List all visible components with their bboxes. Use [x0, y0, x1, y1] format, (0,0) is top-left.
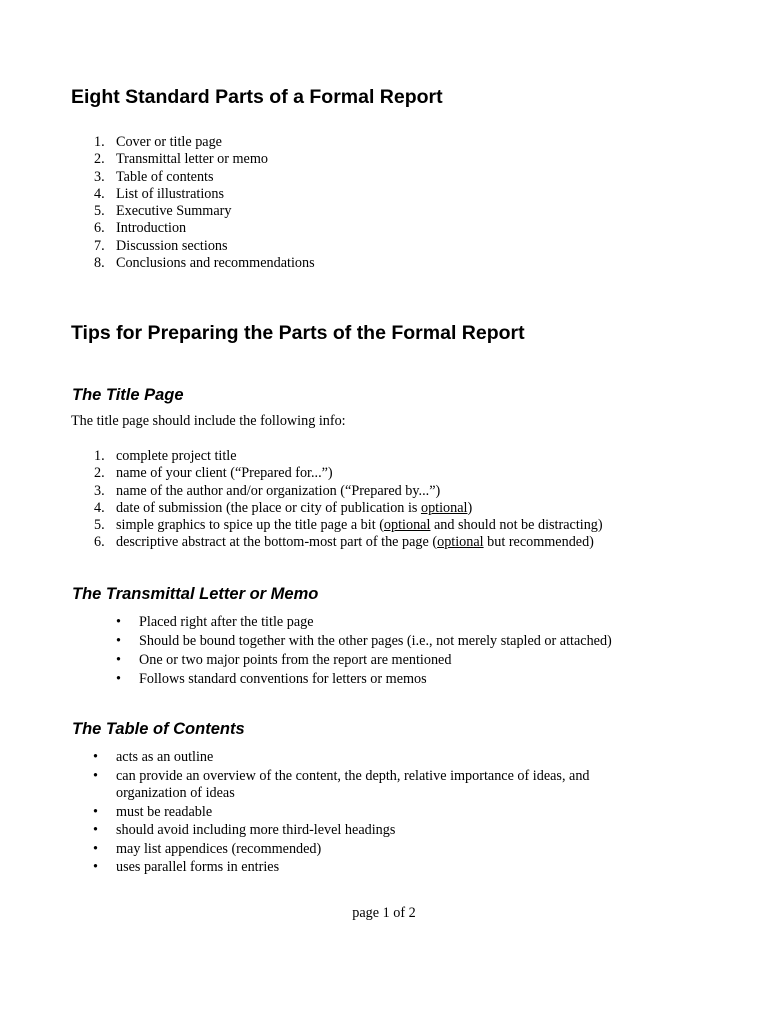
- list-item: [116, 632, 612, 651]
- list-item: [93, 858, 653, 877]
- list-item: [93, 803, 653, 822]
- list-item-text: Discussion sections: [116, 237, 228, 254]
- title-page-list: [94, 448, 603, 552]
- list-number: 6.: [94, 220, 105, 237]
- transmittal-heading: The Transmittal Letter or Memo: [72, 585, 319, 603]
- bullet-icon: •: [93, 749, 98, 765]
- list-item: [93, 821, 653, 840]
- toc-heading: The Table of Contents: [72, 720, 245, 738]
- bullet-icon: •: [93, 859, 98, 875]
- list-item: [94, 203, 315, 220]
- list-number: 2.: [94, 151, 105, 168]
- list-item: [94, 465, 603, 482]
- underlined-text: optional: [437, 534, 484, 551]
- list-item-text: uses parallel forms in entries: [116, 859, 280, 875]
- list-number: 4.: [94, 185, 105, 202]
- list-item-text: Conclusions and recommendations: [116, 255, 315, 272]
- list-item: [94, 517, 603, 534]
- list-item-text: Transmittal letter or memo: [116, 151, 268, 168]
- list-item-text: must be readable: [116, 803, 213, 820]
- list-item: [93, 840, 653, 859]
- underlined-text: optional: [420, 499, 468, 516]
- list-number: 3.: [94, 482, 105, 499]
- list-item-text: name of your client (“Prepared for...”): [116, 465, 333, 482]
- list-item: [94, 448, 603, 465]
- bullet-icon: •: [93, 803, 98, 820]
- text-segment: descriptive abstract at the bottom-most part of the page (: [116, 534, 438, 551]
- transmittal-list: [116, 613, 612, 689]
- list-number: 3.: [94, 168, 105, 185]
- list-number: 2.: [94, 465, 105, 482]
- list-item-text: Table of contents: [116, 168, 214, 185]
- list-item-text: Placed right after the title page: [139, 614, 314, 630]
- text-segment: simple graphics to spice up the title page a bit (: [116, 517, 384, 534]
- list-item-text: acts as an outline: [116, 749, 214, 765]
- underlined-text: optional: [383, 517, 431, 534]
- list-item-text: Follows standard conventions for letters or memos: [139, 671, 427, 687]
- list-item: [94, 169, 315, 186]
- list-item-text: can provide an overview of the content, the depth, relative importance of ideas, and organization of ideas: [116, 767, 590, 801]
- list-item-text: List of illustrations: [116, 185, 224, 202]
- toc-list: [93, 748, 653, 877]
- list-item: [116, 670, 612, 689]
- list-number: 4.: [94, 499, 105, 516]
- list-item-text: name of the author and/or organization (“Prepared by...”): [116, 482, 441, 499]
- list-item: [116, 613, 612, 632]
- list-item-text: Should be bound together with the other pages (i.e., not merely stapled or attached): [139, 633, 612, 649]
- bullet-icon: •: [116, 671, 121, 687]
- list-item-text: should avoid including more third-level headings: [116, 822, 396, 838]
- list-item: [94, 186, 315, 203]
- list-item-text: [94, 534, 594, 550]
- list-item: [116, 651, 612, 670]
- title-page-intro: The title page should include the following info:: [71, 413, 346, 429]
- text-segment: but recommended): [483, 534, 594, 551]
- list-number: 1.: [94, 134, 105, 150]
- list-number: 5.: [94, 517, 105, 534]
- text-segment: date of submission (the place or city of publication is: [116, 499, 421, 516]
- list-item-text: [94, 517, 603, 533]
- tips-heading: Tips for Preparing the Parts of the Formal Report: [71, 322, 525, 344]
- list-number: 5.: [94, 203, 105, 220]
- list-item-text: Cover or title page: [116, 134, 222, 150]
- list-item: [94, 151, 315, 168]
- text-segment: and should not be distracting): [430, 517, 603, 534]
- list-item: [94, 255, 315, 272]
- list-item-text: Executive Summary: [116, 203, 232, 220]
- list-item: [94, 483, 603, 500]
- bullet-icon: •: [116, 614, 121, 630]
- list-item: [94, 500, 603, 517]
- list-item: [93, 767, 653, 803]
- bullet-icon: •: [116, 633, 121, 649]
- list-item-text: [94, 500, 472, 516]
- page-footer: page 1 of 2: [352, 905, 416, 921]
- list-number: 8.: [94, 255, 105, 272]
- list-number: 6.: [94, 534, 105, 551]
- list-item-text: may list appendices (recommended): [116, 840, 322, 857]
- list-item: [94, 534, 603, 551]
- list-number: 1.: [94, 448, 105, 464]
- bullet-icon: •: [116, 652, 121, 668]
- text-segment: ): [467, 499, 473, 516]
- list-item-text: One or two major points from the report are mentioned: [139, 652, 452, 668]
- bullet-icon: •: [93, 822, 98, 838]
- main-heading: Eight Standard Parts of a Formal Report: [71, 86, 443, 108]
- list-item-text: complete project title: [116, 448, 237, 464]
- list-item: [94, 238, 315, 255]
- list-number: 7.: [94, 237, 105, 254]
- title-page-heading: The Title Page: [72, 386, 184, 404]
- list-item-text: Introduction: [116, 220, 187, 237]
- list-item: [94, 134, 315, 151]
- list-item: [94, 220, 315, 237]
- standard-parts-list: [94, 134, 315, 272]
- list-item: [93, 748, 653, 767]
- bullet-icon: •: [93, 840, 98, 857]
- bullet-icon: •: [93, 767, 98, 784]
